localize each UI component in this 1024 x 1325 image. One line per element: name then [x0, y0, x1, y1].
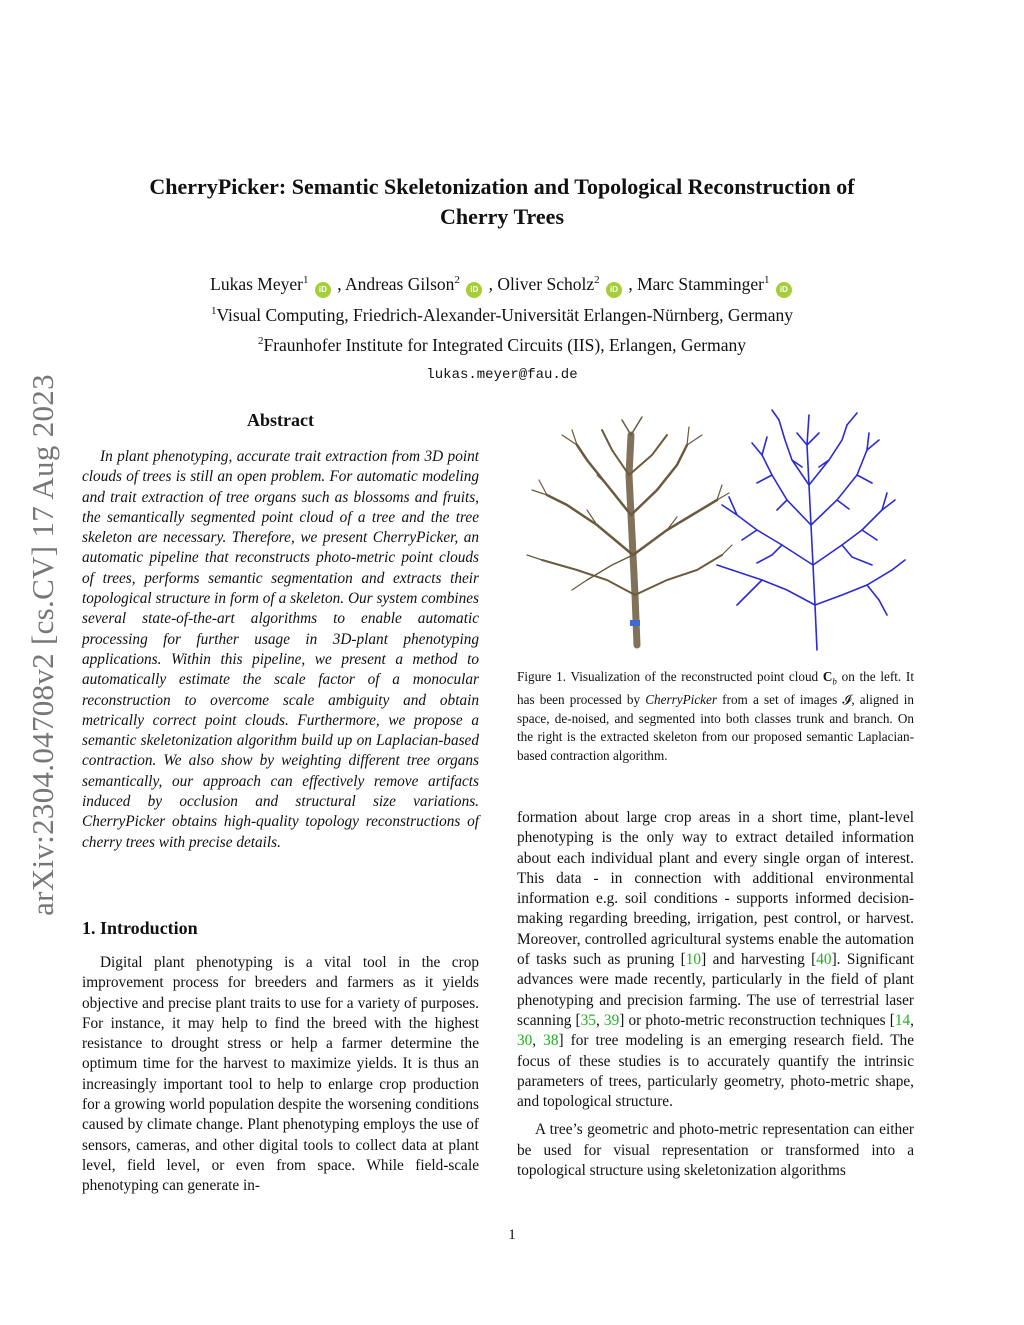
citation-link[interactable]: 10: [685, 951, 702, 969]
affiliation-sup: 1: [210, 304, 217, 317]
text-run: ]. Significant advances were made recently, particularly in the field of plant phenotyping and precision farming. The use of terrestrial laser scanning [: [517, 951, 915, 1029]
affiliation: [80, 298, 924, 328]
caption-symbol: 𝓘: [842, 692, 852, 708]
citation-link[interactable]: 14: [894, 1011, 911, 1029]
affiliation-text: Fraunhofer Institute for Integrated Circuits (IIS), Erlangen, Germany: [263, 334, 747, 355]
author-list: Lukas Meyer$^1$ iD , Andreas Gilson$^2$ iD , Oliver Scholz$^2$ iD , Marc Stamminger$^1$ iD: [80, 267, 924, 298]
right-column-text: [517, 808, 914, 1181]
affiliation-sup: 2: [257, 334, 264, 347]
arxiv-identifier: [18, 345, 68, 945]
caption-text: , aligned in space, de-noised, and segmented into both classes trunk and branch. On the right is the extracted skeleton from our proposed semantic Laplacian-based contraction algorithm.: [517, 692, 914, 763]
author-block: [80, 267, 924, 388]
affiliation-text: Visual Computing, Friedrich-Alexander-Universität Erlangen-Nürnberg, Germany: [216, 304, 794, 325]
text-run: ] for tree modeling is an emerging research field. The focus of these studies is to accurately quantify the intrinsic parameters of trees, particularly geometry, photo-metric shape, and topological structure.: [517, 1032, 914, 1111]
title-line-1: CherryPicker: Semantic Skeletonization and Topological Reconstruction of: [149, 174, 855, 199]
author-name: Lukas Meyer: [210, 273, 303, 294]
author-affil-sup: 1: [763, 274, 770, 286]
page-number: 1: [508, 1227, 516, 1243]
caption-subscript: b: [832, 676, 837, 687]
introduction-section: [82, 918, 479, 1197]
figure-1-caption: [517, 668, 914, 765]
introduction-body: Digital plant phenotyping is a vital tool in the crop improvement process for breeders and farmers as it yields objective and precise plant traits to use for a variety of purposes. For instance, it may help to find the breed with the highest resistance to drought stress or help a farmer determine the optimum time for the harvest to maximize yields. It is thus an increasingly important tool to help to enlarge crop production for a growing world population despite the worsening conditions caused by climate change. Plant phenotyping employs the use of sensors, cameras, and other digital tools to collect data at plant level, field level, or even from space. While field-scale phenotyping can generate in-: [82, 954, 479, 1195]
citation-link[interactable]: 35: [580, 1011, 596, 1029]
figure-1: [517, 405, 914, 655]
abstract-heading: Abstract: [247, 410, 314, 430]
point-cloud-tree: [527, 417, 732, 645]
author-affil-sup: 1: [302, 274, 309, 286]
affiliation: [80, 328, 924, 358]
text-run: formation about large crop areas in a short time, plant-level phenotyping is the only way to extract detailed information about each individual plant and every single organ of interest. This data - in connection with additional environmental information e.g. soil conditions - supports informed decision-making regarding breeding, irrigation, pest control, or harvest. Moreover, controlled agricultural systems enable the automation of tasks such as pruning [: [517, 809, 914, 969]
author-affil-sup: 2: [454, 274, 460, 286]
citation-link[interactable]: 38: [543, 1032, 559, 1050]
citation-link[interactable]: 40: [816, 951, 832, 969]
orcid-icon[interactable]: iD: [776, 282, 792, 298]
author-affil-sup: 2: [594, 274, 600, 286]
text-run: ] or photo-metric reconstruction techniques [: [619, 1011, 895, 1029]
author-email[interactable]: lukas.meyer@fau.de: [426, 367, 578, 384]
paper-title: [80, 172, 924, 232]
paragraph: formation about large crop areas in a short time, plant-level phenotyping is the only way to extract detailed information about each individual plant and every single organ of interest. This data - in connection with additional environmental information e.g. soil conditions - supports informed decision-making regarding breeding, irrigation, pest control, or harvest. Moreover, controlled agricultural systems enable the automation of tasks such as pruning [10] and harvesting [40]. Significant advances were made recently, particularly in the field of plant phenotyping and precision farming. The use of terrestrial laser scanning [35, 39] or photo-metric reconstruction techniques [14, 30, 38] for tree modeling is an emerging research field. The focus of these studies is to accurately quantify the intrinsic parameters of trees, particularly geometry, photo-metric shape, and topological structure.: [517, 809, 915, 1111]
author-name: Andreas Gilson: [345, 273, 455, 294]
abstract-body: In plant phenotyping, accurate trait extraction from 3D point clouds of trees is still an open problem. For automatic modeling and trait extraction of tree organs such as blossoms and fruits, the semantically segmented point cloud of a tree and the tree skeleton are necessary. Therefore, we present CherryPicker, an automatic pipeline that reconstructs photo-metric point clouds of trees, performs semantic segmentation and extracts their topological structure in form of a skeleton. Our system combines several state-of-the-art algorithms to enable automatic processing for further usage in 3D-plant phenotyping applications. Within this pipeline, we present a method to automatically estimate the scale factor of a monocular reconstruction to overcome scale ambiguity and obtain metrically correct point clouds. Furthermore, we propose a semantic skeletonization algorithm build up on Laplacian-based contraction. We also show by weighting different tree organs semantically, our approach can effectively remove artifacts induced by occlusion and structural size variations. CherryPicker obtains high-quality topology reconstructions of cherry trees with precise details.: [82, 448, 479, 851]
introduction-heading: 1. Introduction: [82, 918, 198, 938]
caption-text: on the left. It has been processed by: [517, 669, 914, 708]
caption-symbol: C: [822, 669, 833, 684]
author-name: Oliver Scholz: [497, 273, 595, 294]
caption-italic: CherryPicker: [645, 692, 718, 708]
abstract-section: [82, 410, 479, 853]
paragraph: A tree’s geometric and photo-metric representation can either be used for visual representation or transformed into a topological structure using skeletonization algorithms: [517, 1121, 914, 1180]
email-line: [80, 359, 924, 388]
orcid-icon[interactable]: iD: [606, 282, 622, 298]
tree-skeleton: [717, 410, 905, 650]
citation-link[interactable]: 39: [603, 1011, 620, 1029]
citation-link[interactable]: 30: [517, 1032, 533, 1050]
figure-1-image: [517, 405, 914, 655]
orcid-icon[interactable]: iD: [315, 282, 331, 298]
orcid-icon[interactable]: iD: [466, 282, 482, 298]
caption-text: from a set of images: [717, 692, 843, 708]
figure-label: Figure 1.: [517, 669, 567, 684]
author-name: Marc Stamminger: [637, 273, 764, 294]
text-run: ] and harvesting [: [701, 951, 817, 969]
caption-text: Visualization of the reconstructed point cloud: [566, 669, 823, 684]
arxiv-id-text: arXiv:2304.04708v2 [cs.CV] 17 Aug 2023: [25, 374, 60, 916]
title-line-2: Cherry Trees: [439, 204, 565, 229]
